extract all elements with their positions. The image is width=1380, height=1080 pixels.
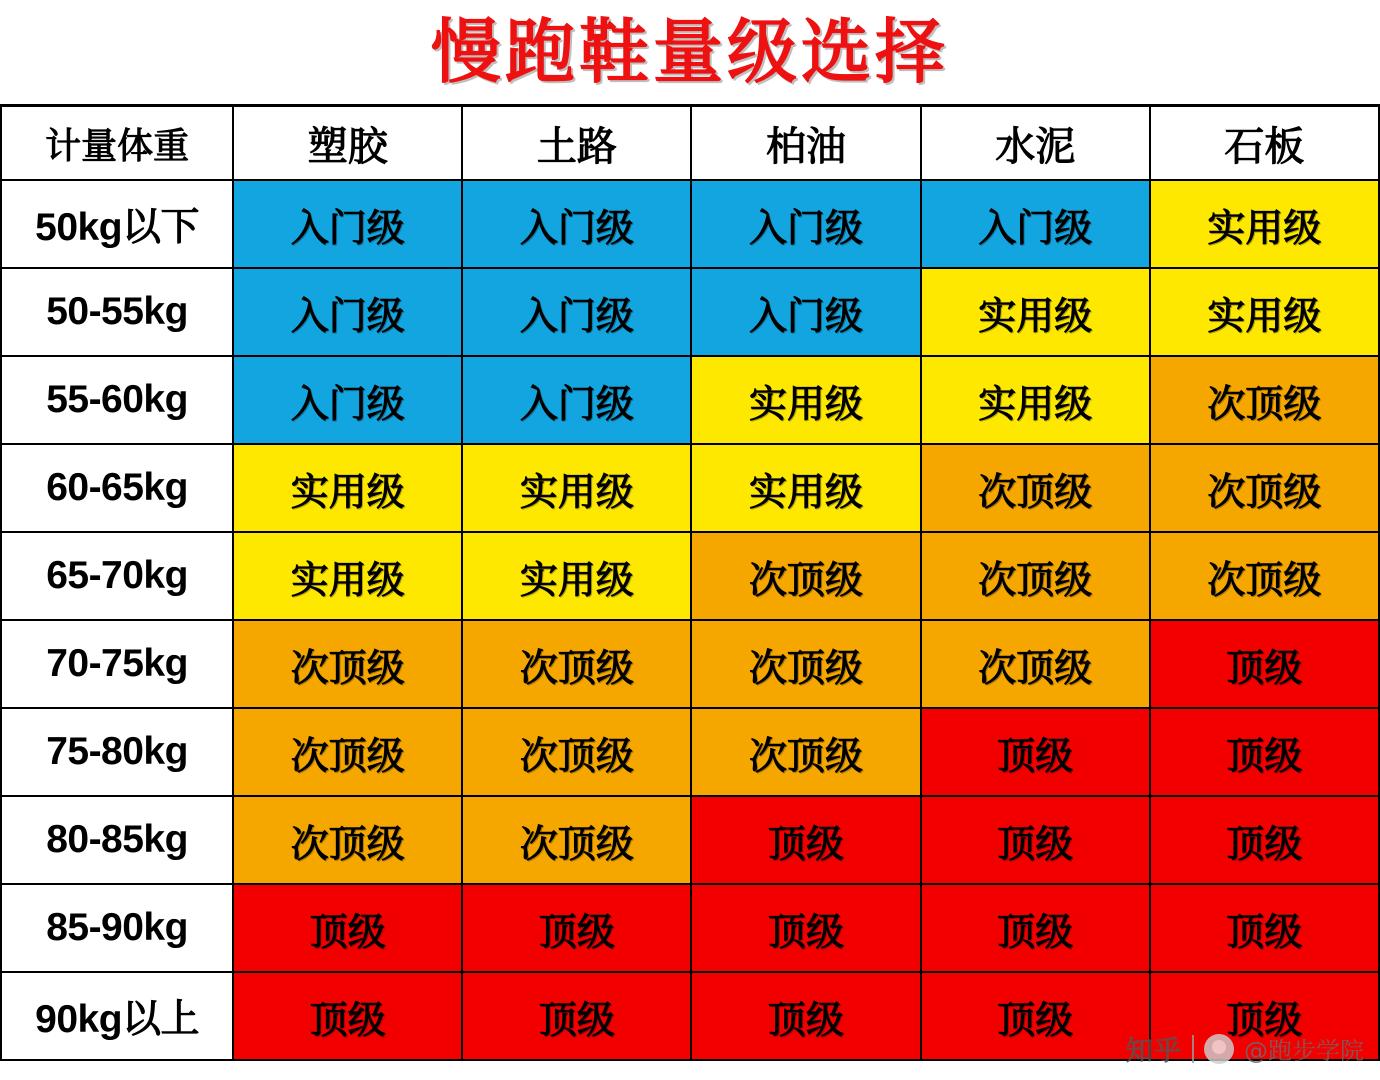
weight-cell: 85-90kg: [1, 884, 233, 972]
grade-cell: 次顶级: [921, 444, 1150, 532]
grade-cell: 顶级: [1150, 884, 1379, 972]
grade-cell: 次顶级: [691, 620, 920, 708]
grade-cell: 入门级: [233, 268, 462, 356]
column-header-surface-5: 石板: [1150, 106, 1379, 181]
column-header-surface-4: 水泥: [921, 106, 1150, 181]
table-row: [1, 884, 1379, 972]
grade-cell: 入门级: [921, 180, 1150, 268]
grade-cell: 入门级: [462, 356, 691, 444]
table-header-row: [1, 106, 1379, 181]
grade-cell: 顶级: [921, 884, 1150, 972]
grade-cell: 实用级: [691, 356, 920, 444]
grade-cell: 顶级: [691, 796, 920, 884]
grade-cell: 顶级: [921, 708, 1150, 796]
weight-cell: 90kg以上: [1, 972, 233, 1060]
weight-cell: 70-75kg: [1, 620, 233, 708]
grade-cell: 次顶级: [1150, 532, 1379, 620]
grade-cell: 顶级: [233, 972, 462, 1060]
table-row: [1, 444, 1379, 532]
avatar: [1204, 1034, 1234, 1064]
watermark-divider: [1192, 1035, 1194, 1063]
grade-cell: 次顶级: [462, 796, 691, 884]
weight-cell: 50-55kg: [1, 268, 233, 356]
weight-cell: 75-80kg: [1, 708, 233, 796]
grade-cell: 入门级: [233, 180, 462, 268]
table-header: [1, 106, 1379, 181]
grade-cell: 顶级: [1150, 972, 1379, 1060]
table-row: [1, 268, 1379, 356]
table-row: [1, 356, 1379, 444]
grade-cell: 次顶级: [691, 532, 920, 620]
shoe-grade-table: [0, 104, 1380, 1061]
grade-cell: 入门级: [462, 180, 691, 268]
grade-cell: 次顶级: [921, 620, 1150, 708]
table-row: [1, 620, 1379, 708]
grade-cell: 次顶级: [1150, 356, 1379, 444]
grade-cell: 实用级: [233, 532, 462, 620]
column-header-surface-1: 塑胶: [233, 106, 462, 181]
grade-cell: 实用级: [691, 444, 920, 532]
table-body: [1, 180, 1379, 1060]
grade-cell: 实用级: [921, 356, 1150, 444]
grade-cell: 顶级: [1150, 708, 1379, 796]
page-title: 慢跑鞋量级选择: [431, 11, 949, 93]
weight-cell: 50kg以下: [1, 180, 233, 268]
weight-cell: 65-70kg: [1, 532, 233, 620]
grade-cell: 实用级: [233, 444, 462, 532]
weight-cell: 60-65kg: [1, 444, 233, 532]
grade-cell: 顶级: [691, 972, 920, 1060]
grade-cell: 次顶级: [233, 796, 462, 884]
grade-cell: 入门级: [233, 356, 462, 444]
grade-cell: 实用级: [462, 532, 691, 620]
grade-cell: 实用级: [921, 268, 1150, 356]
grade-cell: 次顶级: [233, 708, 462, 796]
grade-cell: 次顶级: [462, 708, 691, 796]
grade-cell: 次顶级: [691, 708, 920, 796]
grade-cell: 次顶级: [233, 620, 462, 708]
watermark: [1126, 1029, 1364, 1068]
watermark-username: @跑步学院: [1244, 1037, 1364, 1065]
grade-cell: 实用级: [462, 444, 691, 532]
grade-cell: 顶级: [921, 972, 1150, 1060]
grade-cell: 入门级: [691, 268, 920, 356]
grade-cell: 顶级: [921, 796, 1150, 884]
weight-cell: 55-60kg: [1, 356, 233, 444]
grade-cell: 入门级: [462, 268, 691, 356]
grade-cell: 顶级: [691, 884, 920, 972]
weight-cell: 80-85kg: [1, 796, 233, 884]
grade-cell: 实用级: [1150, 180, 1379, 268]
grade-cell: 顶级: [233, 884, 462, 972]
grade-cell: 入门级: [691, 180, 920, 268]
grade-cell: 次顶级: [462, 620, 691, 708]
grade-cell: 实用级: [1150, 268, 1379, 356]
grade-cell: 顶级: [1150, 620, 1379, 708]
column-header-weight: 计量体重: [1, 106, 233, 181]
column-header-surface-2: 土路: [462, 106, 691, 181]
grade-cell: 顶级: [462, 884, 691, 972]
grade-cell: 次顶级: [921, 532, 1150, 620]
grade-cell: 次顶级: [1150, 444, 1379, 532]
table-row: [1, 180, 1379, 268]
grade-cell: 顶级: [462, 972, 691, 1060]
table-row: [1, 708, 1379, 796]
column-header-surface-3: 柏油: [691, 106, 920, 181]
table-row: [1, 796, 1379, 884]
grade-cell: 顶级: [1150, 796, 1379, 884]
table-row: [1, 532, 1379, 620]
watermark-site: 知乎: [1126, 1036, 1182, 1067]
